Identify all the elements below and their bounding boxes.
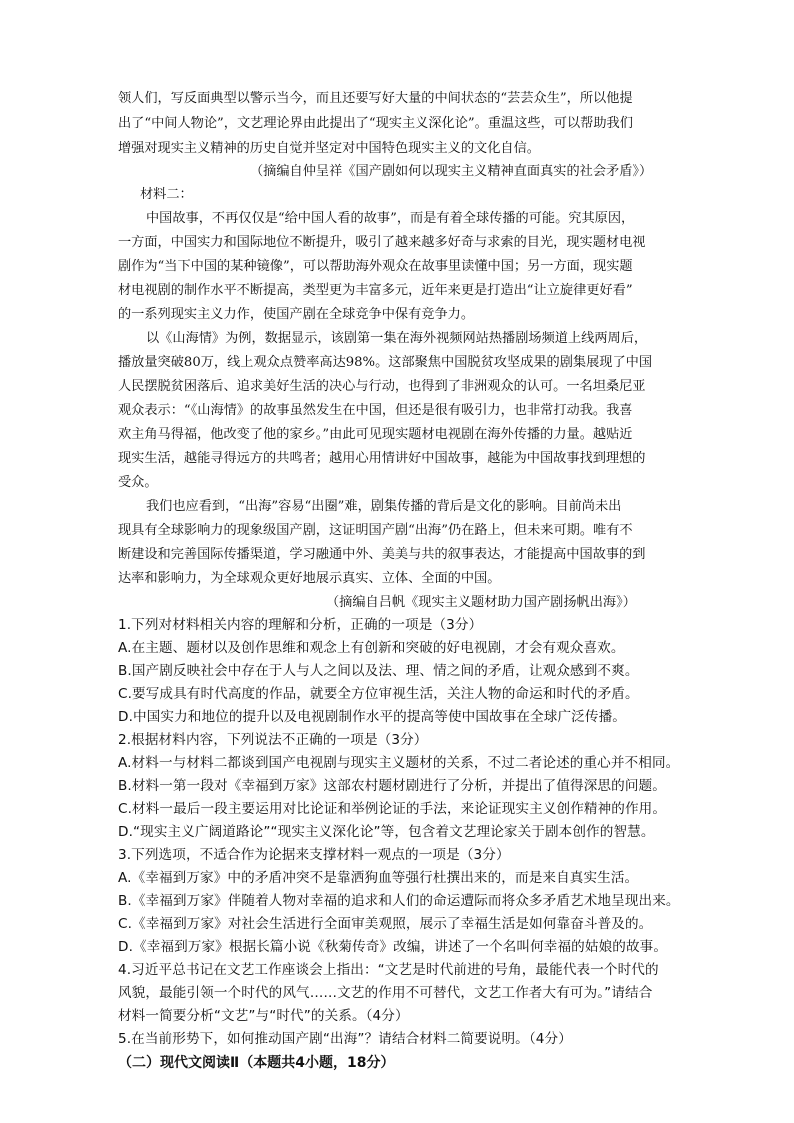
question-2-option-b: B.材料一第一段对《幸福到万家》这部农村题材剧进行了分析，并提出了值得深思的问题。	[118, 778, 666, 794]
question-2-option-a: A.材料一与材料二都谈到国产电视剧与现实主义题材的关系，不过二者论述的重心并不相同。	[118, 755, 680, 771]
question-1-option-c: C.要写成具有时代高度的作品，就要全方位审视生活，关注人物的命运和时代的矛盾。	[118, 686, 639, 702]
material2-p2-line-1: 以《山海情》为例，数据显示，该剧第一集在海外视频网站热播剧场频道上线两周后，	[146, 331, 648, 346]
section-heading: （二）现代文阅读Ⅱ（本题共4小题，18分）	[118, 1055, 395, 1071]
material2-p1-line-4: 材电视剧的制作水平不断提高，类型更为丰富多元，近年来更是打造出“让立旋律更好看”	[118, 283, 633, 298]
question-5: 5.在当前形势下，如何推动国产剧“出海”？请结合材料二简要说明。（4分）	[118, 1031, 572, 1047]
material2-p2-line-4: 观众表示：“《山海情》的故事虽然发生在中国，但还是很有吸引力，也非常打动我。我喜	[118, 403, 633, 418]
material2-p3-line-2: 现具有全球影响力的现象级国产剧，这证明国产剧“出海”仍在路上，但未来可期。唯有不	[118, 523, 633, 538]
question-3-option-a: A.《幸福到万家》中的矛盾冲突不是靠洒狗血等强行杜撰出来的，而是来自真实生活。	[118, 870, 639, 886]
question-2-option-c: C.材料一最后一段主要运用对比论证和举例论证的手法，来论证现实主义创作精神的作用。	[118, 801, 667, 817]
material2-p2-line-3: 人民摆脱贫困落后、追求美好生活的决心与行动，也得到了非洲观众的认可。一名坦桑尼亚	[118, 379, 646, 394]
material2-p2-line-5: 欢主角马得福，他改变了他的家乡。”由此可见现实题材电视剧在海外传播的力量。越贴近	[118, 427, 633, 442]
question-3-option-b: B.《幸福到万家》伴随着人物对幸福的追求和人们的命运遭际而将众多矛盾艺术地呈现出来。	[118, 893, 680, 909]
question-1-option-d: D.中国实力和地位的提升以及电视剧制作水平的提高等使中国故事在全球广泛传播。	[118, 709, 626, 725]
question-3-option-d: D.《幸福到万家》根据长篇小说《秋菊传奇》改编，讲述了一个名叫何幸福的姑娘的故事。	[118, 939, 668, 955]
question-1-option-b: B.国产剧反映社会中存在于人与人之间以及法、理、情之间的矛盾，让观众感到不爽。	[118, 663, 639, 679]
material2-p3-line-4: 达率和影响力，为全球观众更好地展示真实、立体、全面的中国。	[118, 571, 501, 586]
question-1-stem: 1.下列对材料相关内容的理解和分析，正确的一项是（3分）	[118, 617, 483, 633]
question-2-option-d: D.“现实主义广阔道路论”“现实主义深化论”等，包含着文艺理论家关于剧本创作的智慧。	[118, 824, 655, 840]
material2-p2-line-2: 播放量突破80万，线上观众点赞率高达98%。这部聚焦中国脱贫攻坚成果的剧集展现了中国	[118, 355, 653, 370]
material2-source: （摘编自吕帆《现实主义题材助力国产剧扬帆出海》）	[326, 595, 636, 610]
material2-p3-line-3: 断建设和完善国际传播渠道，学习融通中外、美美与共的叙事表达，才能提高中国故事的到	[118, 547, 646, 562]
material2-p2-line-7: 受众。	[118, 475, 158, 490]
material2-p3-line-1: 我们也应看到，“出海”容易“出圈”难，剧集传播的背后是文化的影响。目前尚未出	[146, 499, 622, 514]
question-3-stem: 3.下列选项，不适合作为论据来支撑材料一观点的一项是（3分）	[118, 847, 510, 863]
material1-line-1: 领人们，写反面典型以警示当今，而且还要写好大量的中间状态的“芸芸众生”，所以他提	[118, 91, 633, 106]
question-4-line-3: 材料一简要分析“文艺”与“时代”的关系。（4分）	[118, 1008, 409, 1024]
question-1-option-a: A.在主题、题材以及创作思维和观念上有创新和突破的好电视剧，才会有观众喜欢。	[118, 640, 625, 656]
material2-p1-line-5: 的一系列现实主义力作，使国产剧在全球竞争中保有竞争力。	[118, 307, 475, 322]
question-4-line-1: 4.习近平总书记在文艺工作座谈会上指出：“文艺是时代前进的号角，最能代表一个时代的	[118, 962, 659, 978]
material2-p2-line-6: 现实生活，越能寻得远方的共鸣者；越用心用情讲好中国故事，越能为中国故事找到理想的	[118, 451, 646, 466]
material1-line-3: 增强对现实主义精神的历史自觉并坚定对中国特色现实主义的文化自信。	[118, 141, 540, 156]
question-3-option-c: C.《幸福到万家》对社会生活进行全面审美观照，展示了幸福生活是如何靠奋斗普及的。	[118, 916, 653, 932]
material2-title: 材料二：	[140, 187, 193, 202]
material1-source: （摘编自仲呈祥《国产剧如何以现实主义精神直面真实的社会矛盾》）	[250, 164, 653, 179]
material2-p1-line-3: 剧作为“当下中国的某种镜像”，可以帮助海外观众在故事里读懂中国；另一方面，现实题	[118, 259, 633, 274]
question-4-line-2: 风貌，最能引领一个时代的风气……文艺的作用不可替代，文艺工作者大有可为。”请结合	[118, 985, 653, 1001]
material2-p1-line-1: 中国故事，不再仅仅是“给中国人看的故事”，而是有着全球传播的可能。究其原因，	[146, 211, 635, 226]
question-2-stem: 2.根据材料内容，下列说法不正确的一项是（3分）	[118, 732, 428, 748]
material2-p1-line-2: 一方面，中国实力和国际地位不断提升，吸引了越来越多好奇与求索的目光，现实题材电视	[118, 235, 646, 250]
material1-line-2: 出了“中间人物论”，文艺理论界由此提出了“现实主义深化论”。重温这些，可以帮助我们	[118, 116, 633, 131]
